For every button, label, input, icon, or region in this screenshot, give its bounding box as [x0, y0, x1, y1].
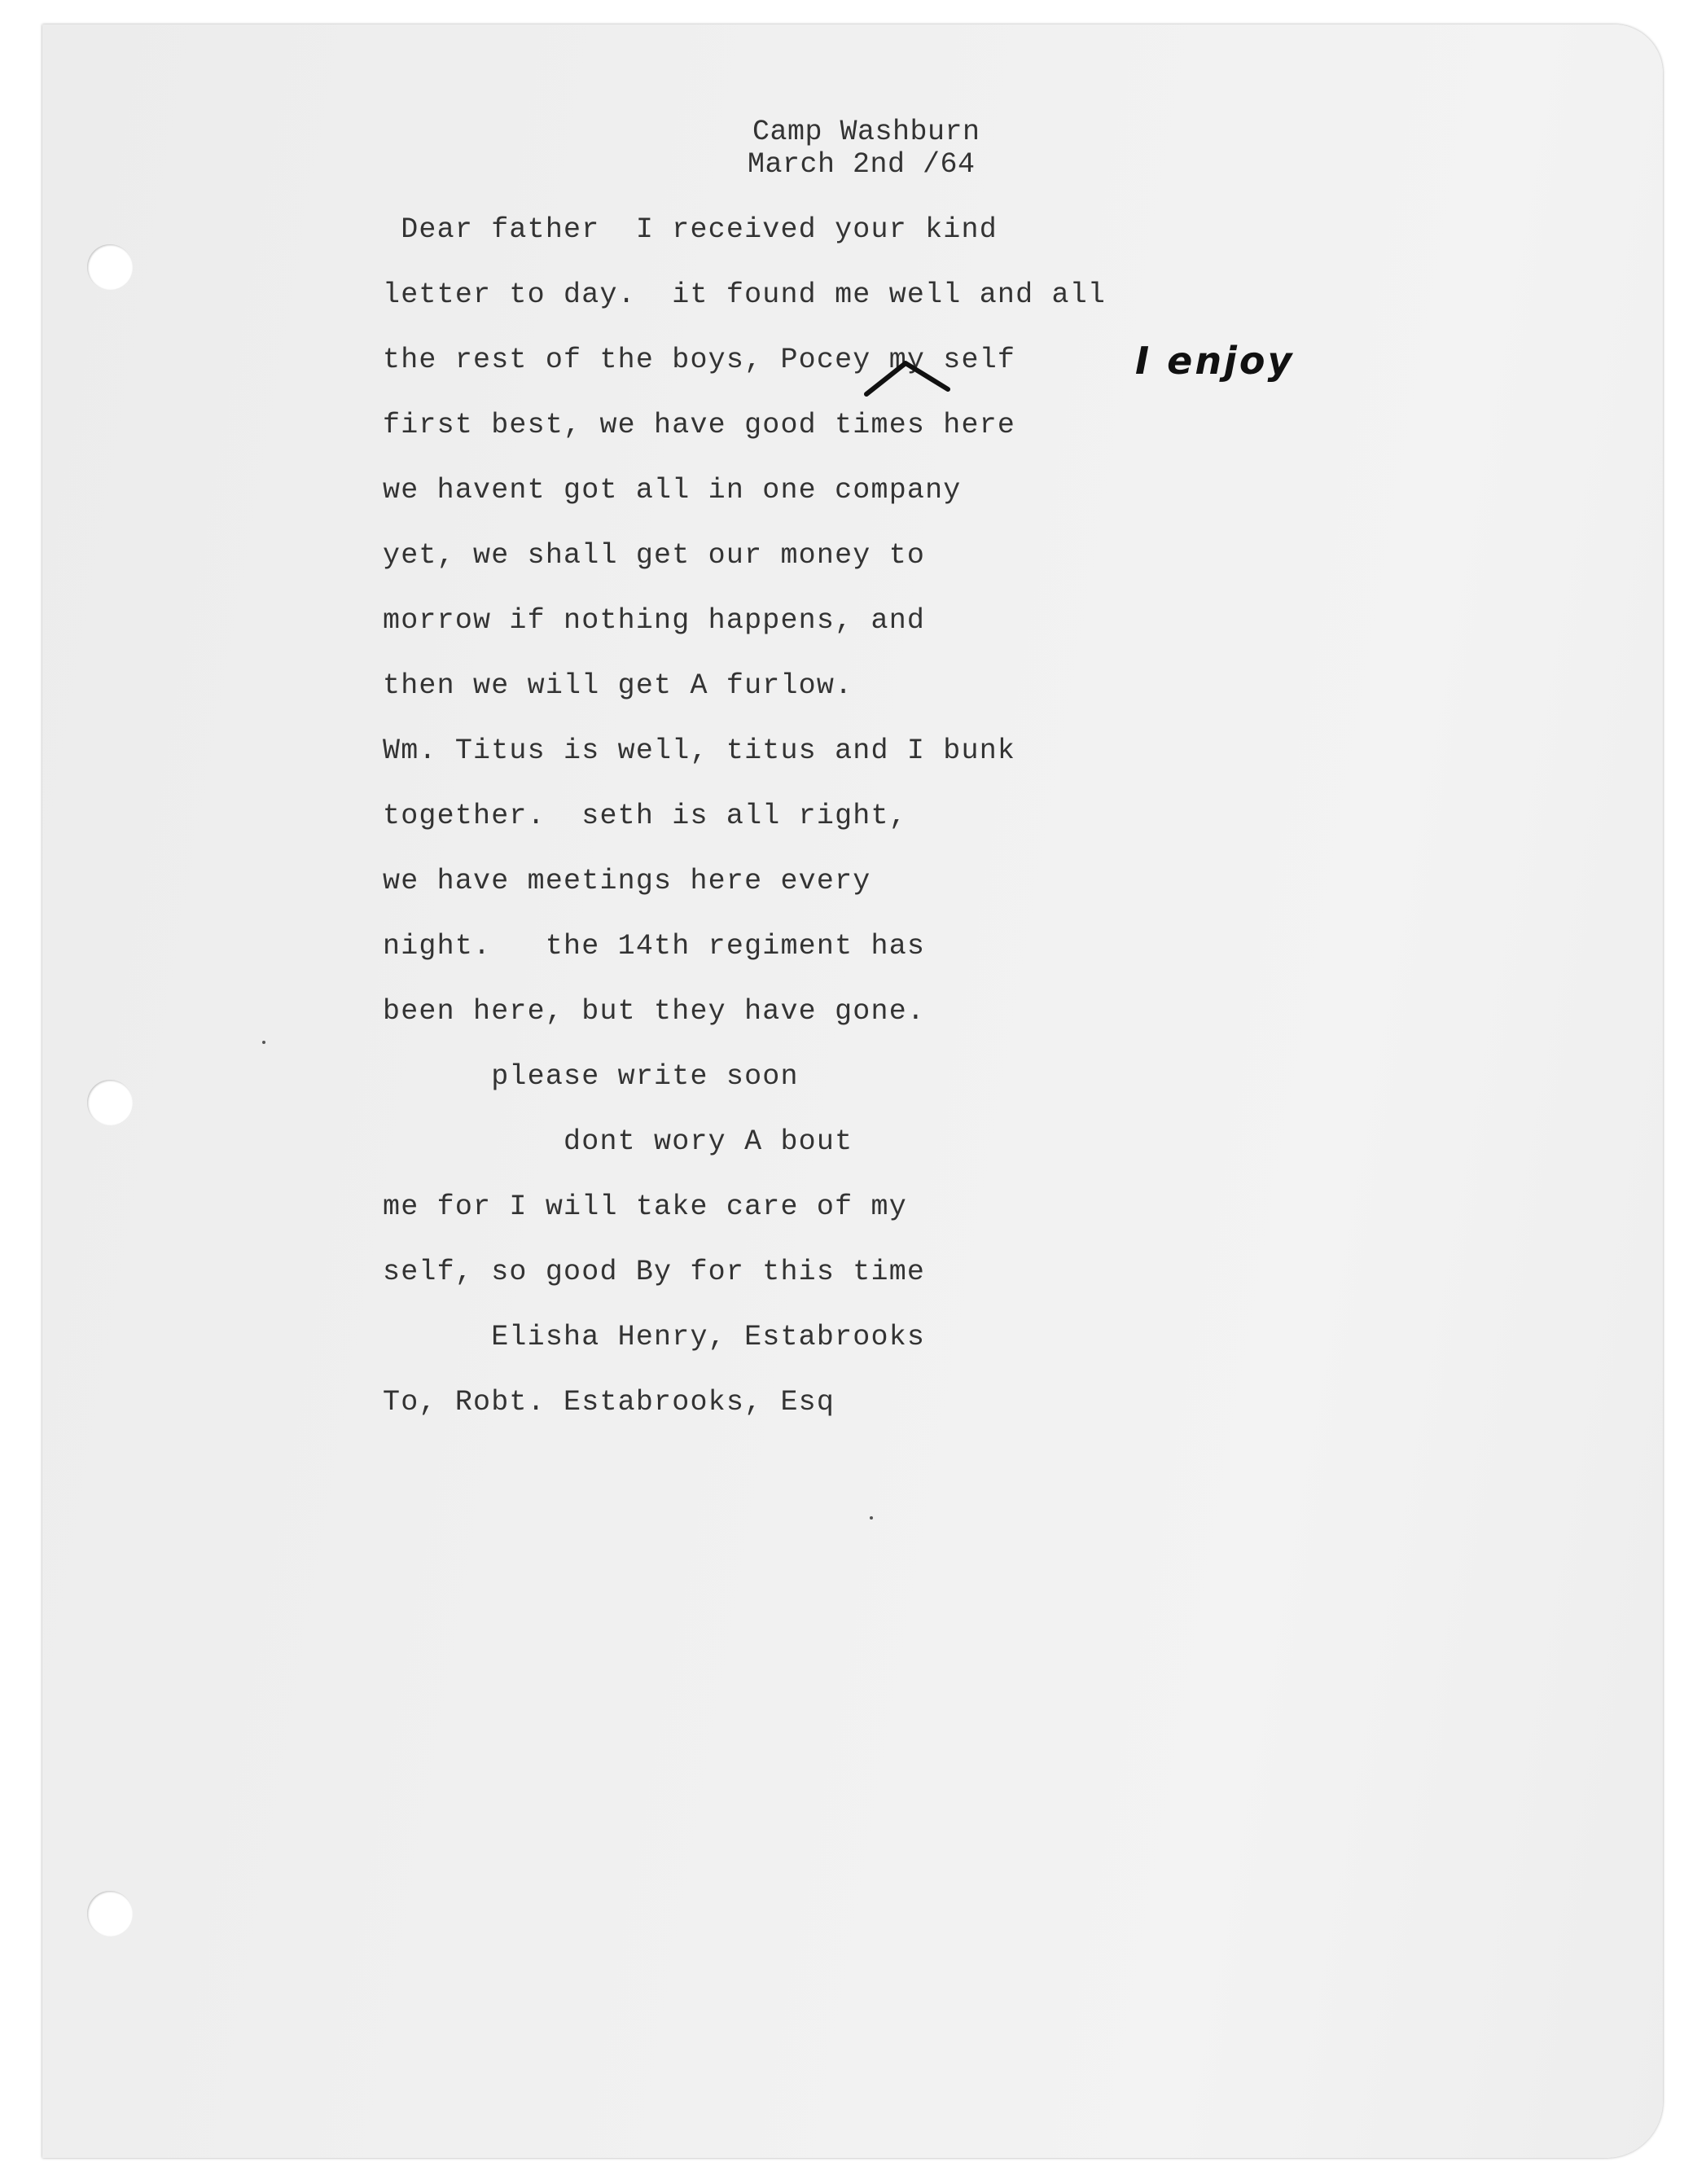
document-page [42, 24, 1663, 2158]
body-line: we have meetings here every [383, 865, 871, 897]
paper-speck [870, 1516, 873, 1520]
body-line: Dear father I received your kind [383, 213, 998, 246]
paper-speck [262, 1041, 265, 1044]
insertion-caret-mark [863, 358, 953, 399]
body-line: Wm. Titus is well, titus and I bunk [383, 735, 1016, 767]
body-line: please write soon [383, 1060, 799, 1093]
body-line: letter to day. it found me well and all [383, 278, 1107, 311]
body-line: night. the 14th regiment has [383, 930, 926, 963]
letter-date: March 2nd /64 [748, 148, 976, 181]
body-line: first best, we have good times here [383, 409, 1016, 441]
handwritten-insertion: I enjoy [1135, 339, 1295, 383]
body-line: me for I will take care of my [383, 1191, 907, 1223]
punch-hole-bottom [87, 1891, 133, 1936]
body-line: then we will get A furlow. [383, 669, 853, 702]
body-line: the rest of the boys, Pocey my self [383, 344, 1016, 376]
body-line: we havent got all in one company [383, 474, 962, 507]
body-line: dont wory A bout [383, 1125, 853, 1158]
punch-hole-middle [87, 1080, 133, 1125]
body-line: together. seth is all right, [383, 800, 907, 832]
letter-place: Camp Washburn [752, 116, 980, 148]
body-line: yet, we shall get our money to [383, 539, 926, 572]
body-line: self, so good By for this time [383, 1256, 926, 1288]
body-line: Elisha Henry, Estabrooks [383, 1321, 926, 1353]
body-line: been here, but they have gone. [383, 995, 926, 1028]
body-line: morrow if nothing happens, and [383, 604, 926, 637]
body-line: To, Robt. Estabrooks, Esq [383, 1386, 835, 1419]
punch-hole-top [87, 244, 133, 290]
